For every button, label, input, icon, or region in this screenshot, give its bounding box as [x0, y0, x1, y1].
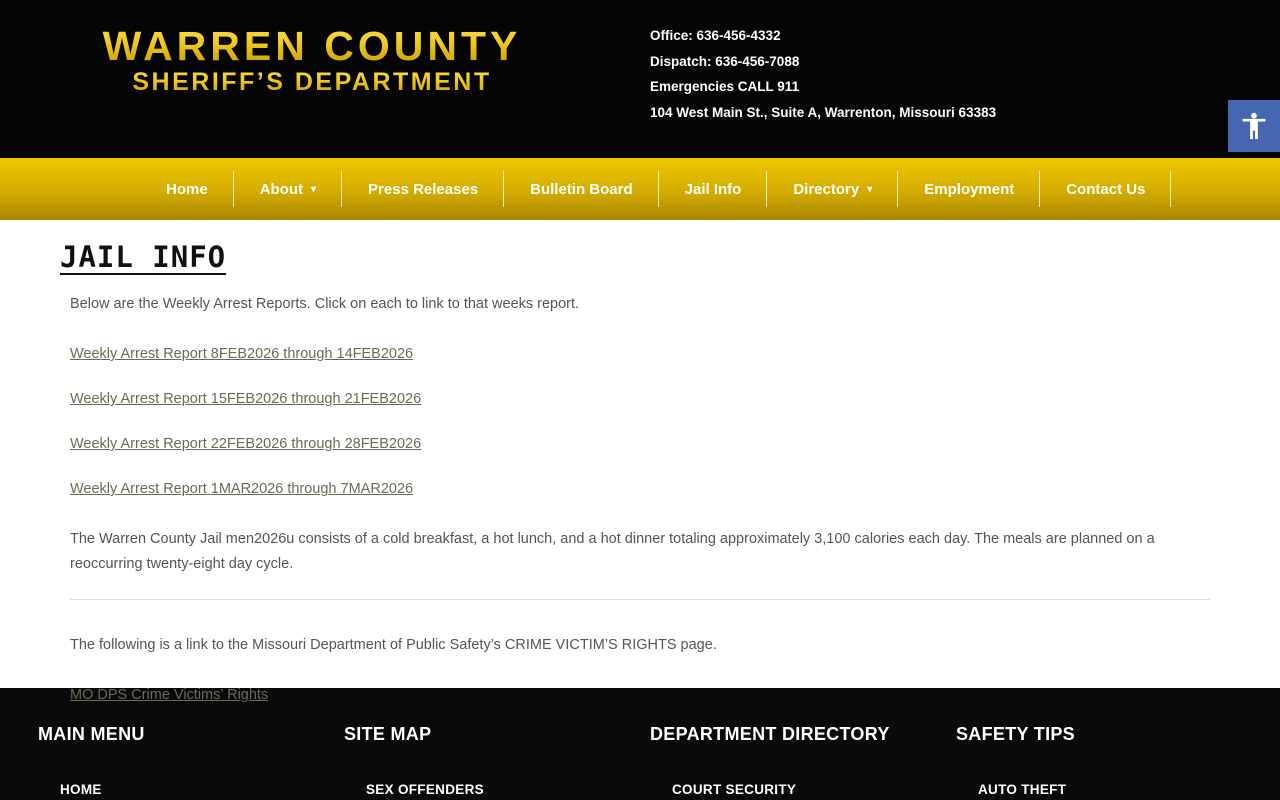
chevron-down-icon: ▾: [311, 183, 317, 195]
page-title: JAIL INFO: [60, 240, 227, 274]
nav-item-about[interactable]: About ▾: [234, 158, 342, 220]
meals-paragraph: The Warren County Jail men2026u consists of a cold breakfast, a hot lunch, and a hot dinner totaling approximately 3,100 calories each day. The meals are planned on a reoccurring twenty-eight day cycle.: [70, 531, 1155, 572]
nav-item-jail-info[interactable]: Jail Info: [659, 158, 768, 220]
site-footer: [0, 688, 1280, 800]
footer-link-home[interactable]: HOME: [60, 782, 102, 797]
mo-dps-crime-victims-rights-link[interactable]: MO DPS Crime Victims’ Rights: [70, 687, 269, 703]
street-address: 104 West Main St., Suite A, Warrenton, Missouri 63383: [650, 104, 997, 120]
report-link-row: [70, 392, 1210, 406]
footer-link-auto-theft[interactable]: AUTO THEFT: [978, 782, 1067, 797]
weekly-arrest-report-link-3[interactable]: Weekly Arrest Report 22FEB2026 through 28FEB2026: [70, 436, 422, 452]
contact-info: [650, 23, 996, 125]
footer-heading-main-menu: MAIN MENU: [38, 724, 145, 744]
main-content: [0, 220, 1280, 703]
weekly-arrest-report-link-4[interactable]: Weekly Arrest Report 1MAR2026 through 7MAR2026: [70, 481, 414, 497]
nav-item-home[interactable]: Home: [140, 158, 234, 220]
victims-rights-paragraph: The following is a link to the Missouri Department of Public Safety’s CRIME VICTIM’S RIGHTS page.: [70, 637, 717, 653]
main-nav: [0, 158, 1280, 220]
footer-link-court-security[interactable]: COURT SECURITY: [672, 782, 797, 797]
emergency-note: Emergencies CALL 911: [650, 79, 800, 94]
nav-item-bulletin-board[interactable]: Bulletin Board: [504, 158, 659, 220]
weekly-arrest-report-link-1[interactable]: Weekly Arrest Report 8FEB2026 through 14FEB2026: [70, 346, 414, 362]
accessibility-person-icon: [1238, 110, 1270, 142]
weekly-arrest-report-link-2[interactable]: Weekly Arrest Report 15FEB2026 through 21FEB2026: [70, 391, 422, 407]
intro-text: Below are the Weekly Arrest Reports. Click on each to link to that weeks report.: [70, 296, 580, 312]
logo-subtitle: SHERIFF’S DEPARTMENT: [86, 69, 538, 97]
footer-column-safety-tips: [956, 724, 1262, 800]
nav-item-employment[interactable]: Employment: [898, 158, 1040, 220]
accessibility-widget-button[interactable]: [1228, 100, 1280, 152]
footer-heading-department-directory: DEPARTMENT DIRECTORY: [650, 724, 890, 744]
chevron-down-icon: ▾: [867, 183, 873, 195]
footer-column-site-map: [344, 724, 650, 800]
office-phone: Office: 636-456-4332: [650, 28, 781, 43]
dispatch-phone: Dispatch: 636-456-7088: [650, 53, 800, 69]
site-header: [0, 0, 1280, 158]
report-link-row: [70, 437, 1210, 451]
nav-item-contact-us[interactable]: Contact Us: [1040, 158, 1171, 220]
nav-item-press-releases[interactable]: Press Releases: [342, 158, 504, 220]
footer-heading-site-map: SITE MAP: [344, 724, 432, 744]
section-divider: [70, 599, 1210, 600]
nav-item-directory[interactable]: Directory ▾: [767, 158, 898, 220]
logo-title: WARREN COUNTY: [86, 26, 538, 67]
footer-column-main-menu: [38, 724, 344, 800]
report-link-row: [70, 347, 1210, 361]
site-logo[interactable]: [86, 23, 538, 97]
footer-heading-safety-tips: SAFETY TIPS: [956, 724, 1075, 744]
footer-link-sex-offenders[interactable]: SEX OFFENDERS: [366, 782, 484, 797]
footer-column-department-directory: [650, 724, 956, 800]
report-link-row: [70, 482, 1210, 496]
